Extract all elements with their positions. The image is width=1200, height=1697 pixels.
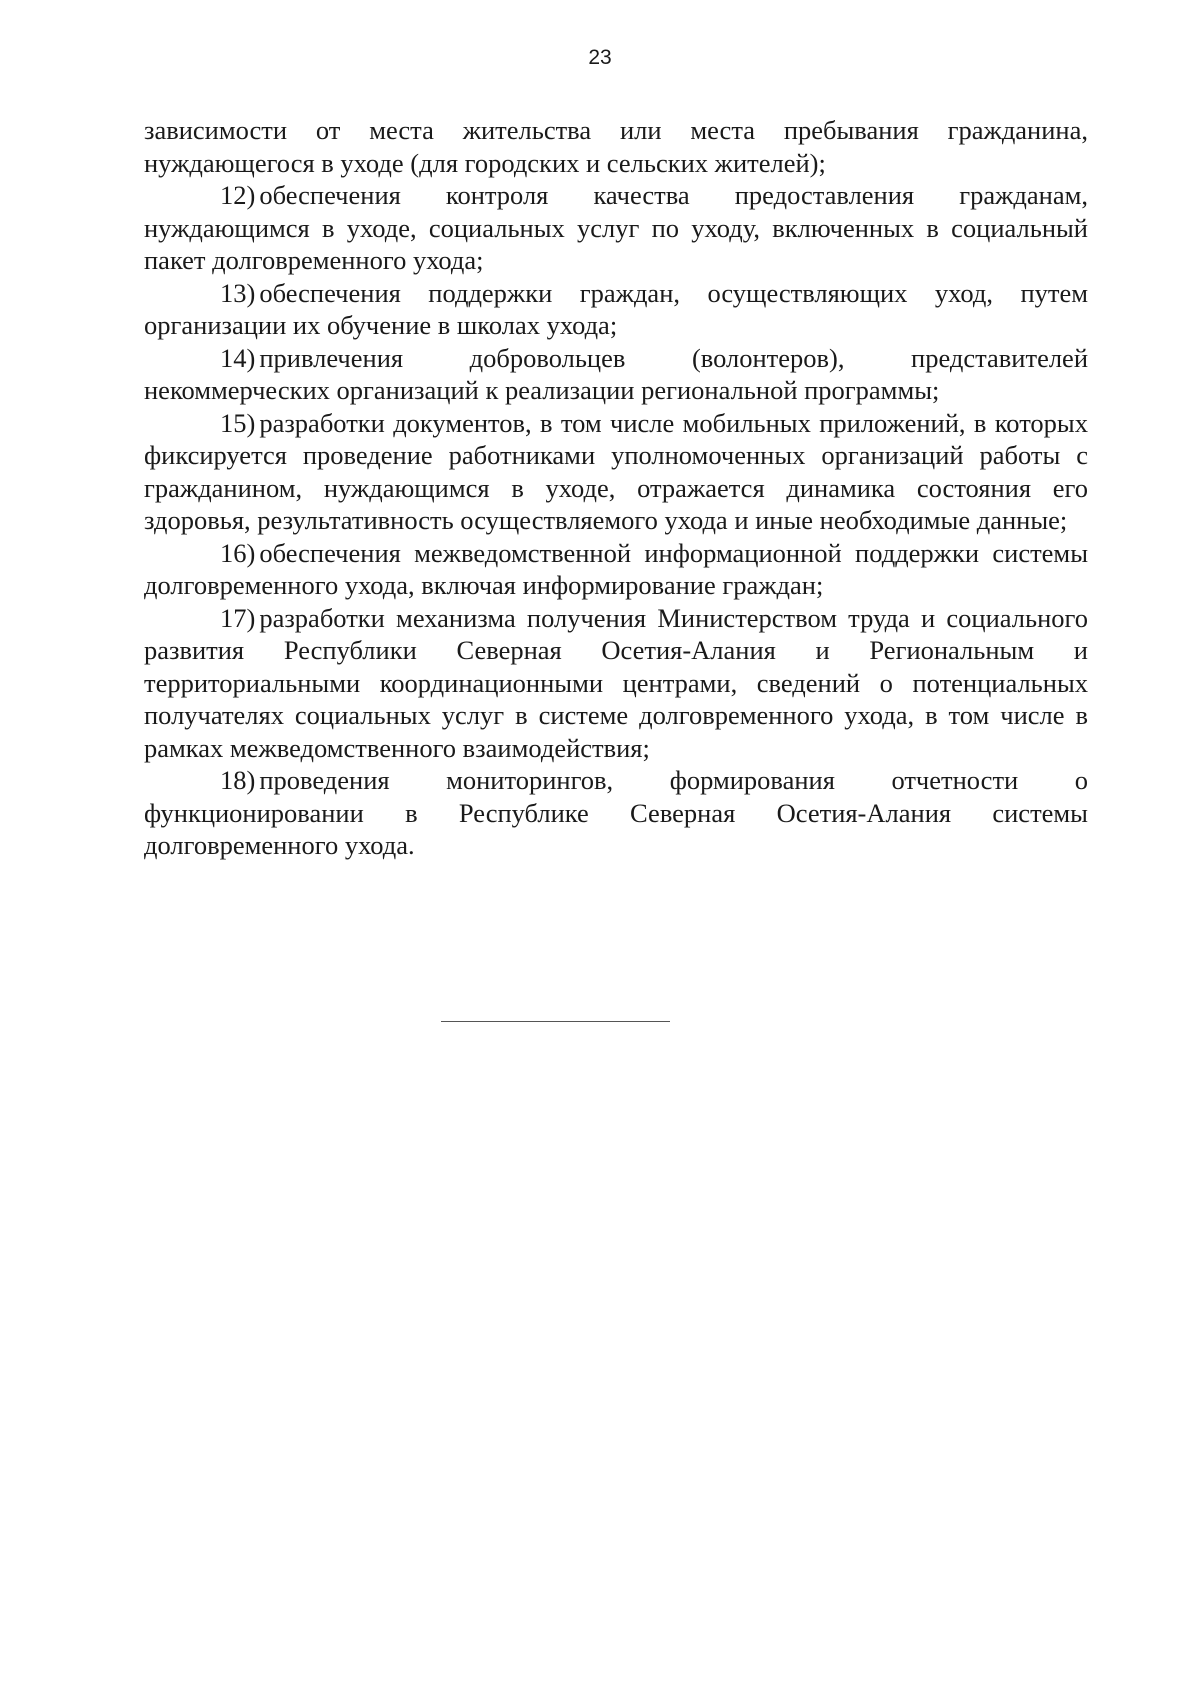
list-item-17 <box>144 602 1088 765</box>
list-item-12 <box>144 179 1088 277</box>
list-item-16 <box>144 537 1088 602</box>
item-text: привлечения добровольцев (волонтеров), представителей некоммерческих организаций к реализации региональной программы; <box>144 342 1088 405</box>
document-body <box>144 114 1088 862</box>
item-number: 13) <box>220 277 256 308</box>
item-number: 14) <box>220 342 256 373</box>
list-item-13 <box>144 277 1088 342</box>
item-text: обеспечения контроля качества предоставления гражданам, нуждающимся в уходе, социальных услуг по уходу, включенных в социальный пакет долговременного ухода; <box>144 180 1088 275</box>
item-text: разработки механизма получения Министерством труда и социального развития Республики Северная Осетия-Алания и Региональным и территориальными координационными центрами, сведений о потенциальных получателях социальных услуг в системе долговременного ухода, в том числе в рамках межведомственного взаимодействия; <box>144 602 1088 763</box>
page-number: 23 <box>588 46 612 69</box>
list-item-14 <box>144 342 1088 407</box>
item-number: 18) <box>220 765 256 795</box>
list-item-15 <box>144 407 1088 537</box>
intro-paragraph: зависимости от места жительства или места пребывания гражданина, нуждающегося в уходе (для городских и сельских жителей); <box>144 115 1088 178</box>
list-item-18 <box>144 764 1088 862</box>
item-number: 16) <box>220 537 256 568</box>
item-number: 12) <box>220 180 256 210</box>
item-text: обеспечения межведомственной информационной поддержки системы долговременного ухода, включая информирование граждан; <box>144 537 1088 600</box>
item-text: обеспечения поддержки граждан, осуществляющих уход, путем организации их обучение в школах ухода; <box>144 277 1088 340</box>
item-text: разработки документов, в том числе мобильных приложений, в которых фиксируется проведение работниками уполномоченных организаций работы с гражданином, нуждающимся в уходе, отражается динамика состояния его здоровья, результативность осуществляемого ухода и иные необходимые данные; <box>144 407 1088 535</box>
item-number: 17) <box>220 602 256 633</box>
item-text: проведения мониторингов, формирования отчетности о функционировании в Республике Северная Осетия-Алания системы долговременного ухода. <box>144 765 1088 860</box>
item-number: 15) <box>220 407 256 438</box>
end-separator-line <box>441 1021 670 1022</box>
